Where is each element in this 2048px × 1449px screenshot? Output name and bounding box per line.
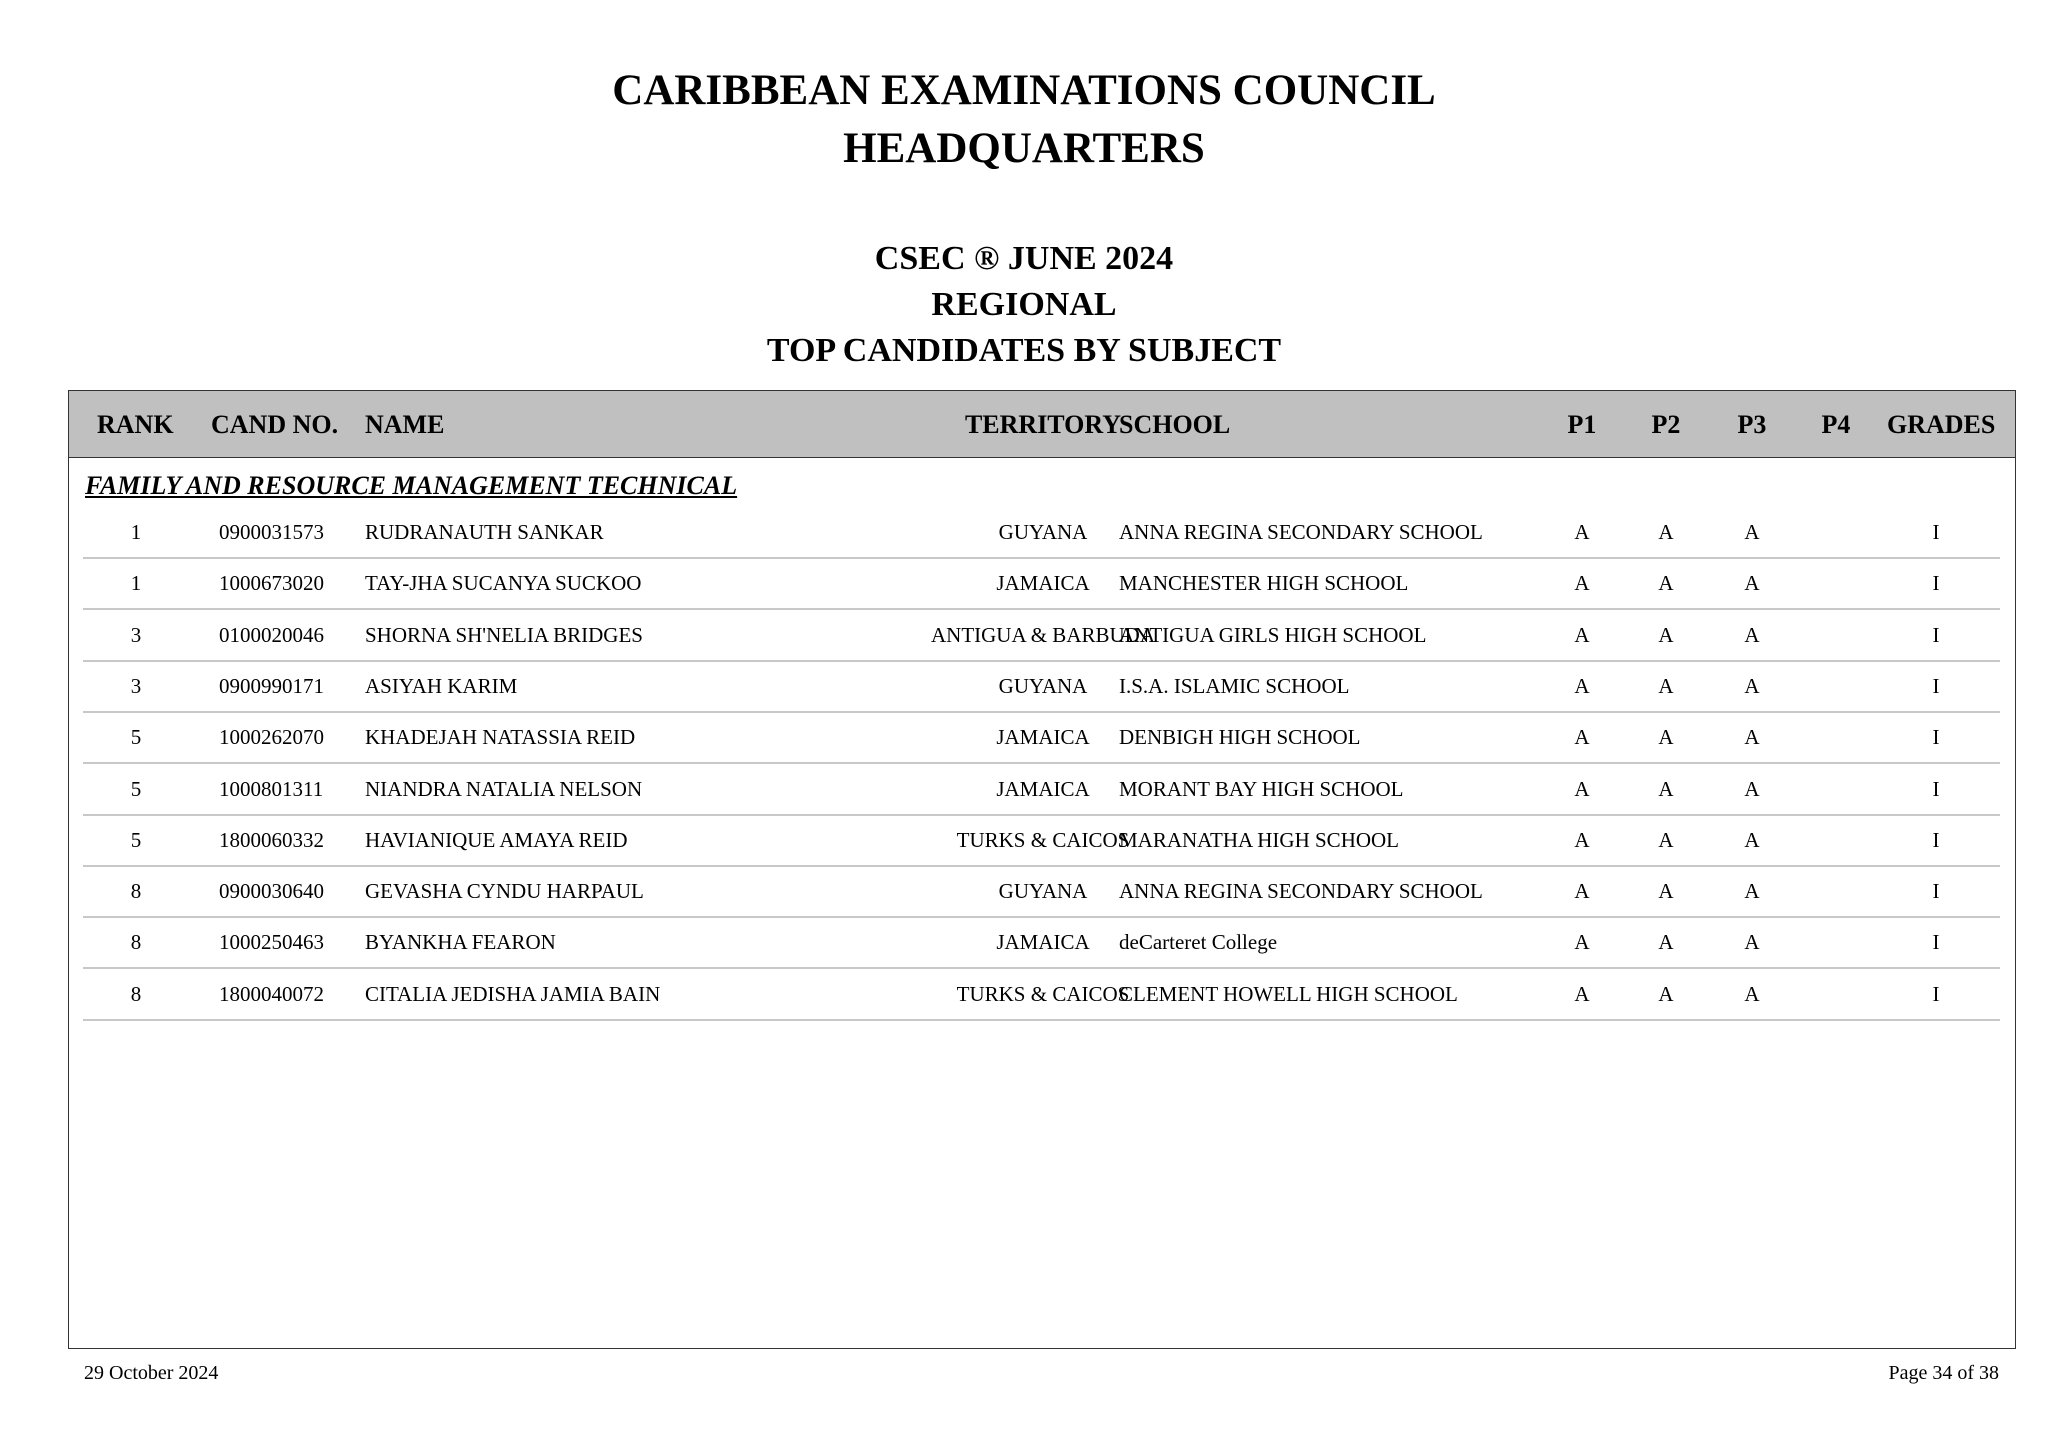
footer-page-number: Page 34 of 38 — [1888, 1362, 1999, 1384]
p4-cell — [1821, 662, 1851, 711]
p3-cell: A — [1744, 673, 1760, 698]
header-p3: P3 — [1737, 410, 1767, 439]
exam-title: CSEC ® JUNE 2024 — [874, 240, 1174, 277]
p3-cell: A — [1744, 827, 1760, 852]
table-row — [83, 662, 2000, 713]
p1-cell: A — [1574, 879, 1590, 904]
candidate-number-cell: 1000801311 — [219, 776, 324, 801]
p3-cell: A — [1744, 622, 1760, 647]
header-p4: P4 — [1821, 410, 1851, 439]
grade-cell: I — [1932, 827, 1940, 852]
report-title: TOP CANDIDATES BY SUBJECT — [766, 332, 1282, 369]
territory-cell: GUYANA — [998, 520, 1088, 544]
rank-cell: 8 — [130, 981, 142, 1006]
grade-cell: I — [1932, 520, 1940, 544]
table-row — [83, 765, 2000, 816]
name-cell: TAY-JHA SUCANYA SUCKOO — [365, 571, 642, 596]
candidate-number-cell: 0100020046 — [219, 622, 324, 647]
table-header — [69, 391, 2015, 458]
rank-cell: 3 — [130, 673, 142, 698]
header-territory: TERRITORY — [964, 410, 1122, 439]
candidate-number-cell: 1000262070 — [219, 725, 324, 750]
p4-cell — [1821, 816, 1851, 865]
table-row — [83, 713, 2000, 764]
table-row — [83, 970, 2000, 1021]
header-school: SCHOOL — [1119, 410, 1231, 439]
name-cell: NIANDRA NATALIA NELSON — [365, 776, 643, 801]
name-cell: ASIYAH KARIM — [365, 673, 518, 698]
p4-cell — [1821, 559, 1851, 608]
p2-cell: A — [1658, 520, 1674, 544]
name-cell: CITALIA JEDISHA JAMIA BAIN — [365, 981, 661, 1006]
territory-cell: JAMAICA — [996, 776, 1090, 801]
grade-cell: I — [1932, 930, 1940, 955]
territory-cell: TURKS & CAICOS — [956, 981, 1130, 1006]
territory-cell: TURKS & CAICOS — [956, 827, 1130, 852]
rank-cell: 1 — [130, 520, 142, 544]
grade-cell: I — [1932, 725, 1940, 750]
footer-date: 29 October 2024 — [84, 1362, 219, 1384]
candidate-number-cell: 1800060332 — [219, 827, 324, 852]
territory-cell: JAMAICA — [996, 930, 1090, 955]
candidate-number-cell: 1000673020 — [219, 571, 324, 596]
name-cell: SHORNA SH'NELIA BRIDGES — [365, 622, 643, 647]
org-subtitle: HEADQUARTERS — [843, 125, 1205, 172]
p4-cell — [1821, 918, 1851, 967]
p4-cell — [1821, 713, 1851, 762]
p2-cell: A — [1658, 981, 1674, 1006]
rank-cell: 5 — [130, 776, 142, 801]
p2-cell: A — [1658, 725, 1674, 750]
header-name: NAME — [365, 410, 445, 439]
p3-cell: A — [1744, 879, 1760, 904]
p4-cell — [1821, 508, 1851, 557]
rank-cell: 8 — [130, 930, 142, 955]
scope-title: REGIONAL — [931, 286, 1117, 323]
p1-cell: A — [1574, 827, 1590, 852]
table-row — [83, 559, 2000, 610]
school-cell: I.S.A. ISLAMIC SCHOOL — [1119, 673, 1350, 698]
rank-cell: 5 — [130, 827, 142, 852]
grade-cell: I — [1932, 879, 1940, 904]
p4-cell — [1821, 970, 1851, 1019]
candidate-number-cell: 1000250463 — [219, 930, 324, 955]
school-cell: ANNA REGINA SECONDARY SCHOOL — [1119, 879, 1483, 904]
p4-cell — [1821, 765, 1851, 814]
rank-cell: 8 — [130, 879, 142, 904]
p2-cell: A — [1658, 571, 1674, 596]
p4-cell — [1821, 611, 1851, 660]
subject-heading: FAMILY AND RESOURCE MANAGEMENT TECHNICAL — [85, 471, 738, 500]
p2-cell: A — [1658, 930, 1674, 955]
grade-cell: I — [1932, 622, 1940, 647]
p2-cell: A — [1658, 879, 1674, 904]
p2-cell: A — [1658, 622, 1674, 647]
header-cand-no: CAND NO. — [211, 410, 339, 439]
candidate-number-cell: 1800040072 — [219, 981, 324, 1006]
org-title: CARIBBEAN EXAMINATIONS COUNCIL — [612, 67, 1436, 114]
p2-cell: A — [1658, 673, 1674, 698]
name-cell: RUDRANAUTH SANKAR — [365, 520, 604, 544]
candidate-number-cell: 0900030640 — [219, 879, 324, 904]
p1-cell: A — [1574, 673, 1590, 698]
header-p2: P2 — [1651, 410, 1681, 439]
name-cell: HAVIANIQUE AMAYA REID — [365, 827, 628, 852]
p1-cell: A — [1574, 930, 1590, 955]
p3-cell: A — [1744, 571, 1760, 596]
p1-cell: A — [1574, 622, 1590, 647]
candidate-number-cell: 0900031573 — [219, 520, 324, 544]
rank-cell: 3 — [130, 622, 142, 647]
p1-cell: A — [1574, 776, 1590, 801]
p3-cell: A — [1744, 520, 1760, 544]
rank-cell: 1 — [130, 571, 142, 596]
header-grades: GRADES — [1887, 410, 1996, 439]
territory-cell: JAMAICA — [996, 725, 1090, 750]
table-row — [83, 867, 2000, 918]
results-table — [68, 390, 2016, 1349]
p1-cell: A — [1574, 520, 1590, 544]
table-row — [83, 611, 2000, 662]
p2-cell: A — [1658, 776, 1674, 801]
name-cell: GEVASHA CYNDU HARPAUL — [365, 879, 644, 904]
grade-cell: I — [1932, 981, 1940, 1006]
p3-cell: A — [1744, 981, 1760, 1006]
p3-cell: A — [1744, 725, 1760, 750]
school-cell: CLEMENT HOWELL HIGH SCHOOL — [1119, 981, 1458, 1006]
table-row — [83, 816, 2000, 867]
header-rank: RANK — [97, 410, 174, 439]
p1-cell: A — [1574, 725, 1590, 750]
territory-cell: GUYANA — [998, 879, 1088, 904]
table-row — [83, 918, 2000, 969]
header-p1: P1 — [1567, 410, 1597, 439]
territory-cell: GUYANA — [998, 673, 1088, 698]
school-cell: MANCHESTER HIGH SCHOOL — [1119, 571, 1409, 596]
p4-cell — [1821, 867, 1851, 916]
school-cell: DENBIGH HIGH SCHOOL — [1119, 725, 1361, 750]
p3-cell: A — [1744, 930, 1760, 955]
school-cell: ANNA REGINA SECONDARY SCHOOL — [1119, 520, 1483, 544]
candidate-number-cell: 0900990171 — [219, 673, 324, 698]
grade-cell: I — [1932, 571, 1940, 596]
name-cell: KHADEJAH NATASSIA REID — [365, 725, 636, 750]
territory-cell: JAMAICA — [996, 571, 1090, 596]
territory-cell: ANTIGUA & BARBUDA — [930, 622, 1155, 647]
grade-cell: I — [1932, 673, 1940, 698]
table-row — [83, 508, 2000, 559]
p1-cell: A — [1574, 571, 1590, 596]
school-cell: ANTIGUA GIRLS HIGH SCHOOL — [1119, 622, 1427, 647]
grade-cell: I — [1932, 776, 1940, 801]
p1-cell: A — [1574, 981, 1590, 1006]
p2-cell: A — [1658, 827, 1674, 852]
school-cell: MORANT BAY HIGH SCHOOL — [1119, 776, 1404, 801]
rank-cell: 5 — [130, 725, 142, 750]
school-cell: deCarteret College — [1119, 930, 1278, 955]
school-cell: MARANATHA HIGH SCHOOL — [1119, 827, 1400, 852]
name-cell: BYANKHA FEARON — [365, 930, 556, 955]
p3-cell: A — [1744, 776, 1760, 801]
